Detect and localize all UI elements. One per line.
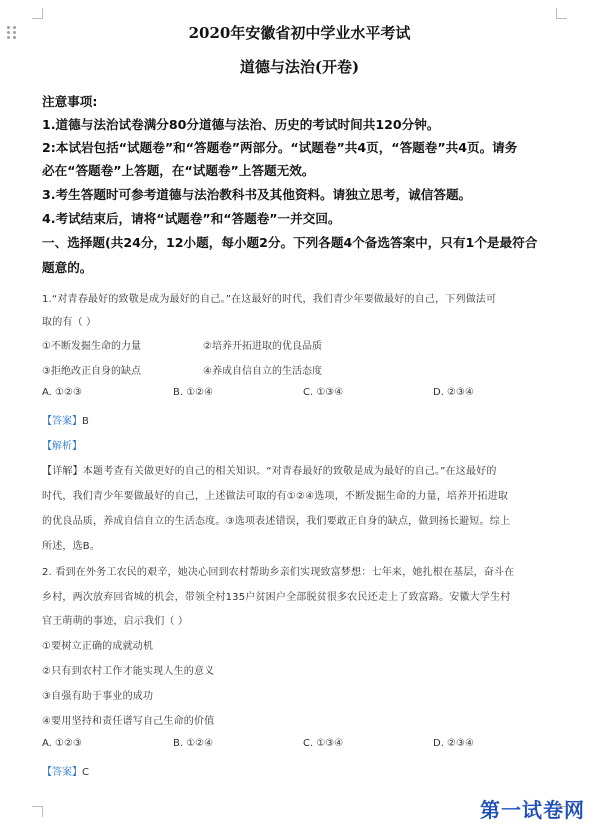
statement-option: ②培养开拓进取的优良品质	[203, 341, 322, 352]
crop-mark	[32, 806, 43, 817]
statement-option: ③拒绝改正自身的缺点	[42, 366, 141, 377]
choice-b: B. ①②④	[173, 738, 214, 749]
answer-value: C	[82, 767, 89, 778]
question-stem: 乡村，两次放弃回省城的机会，带领全村135户贫困户全部脱贫很多农民还走上了致富路。安徽大学生村	[42, 592, 511, 603]
page-subtitle: 道德与法治(开卷)	[239, 58, 360, 76]
crop-mark	[556, 8, 567, 19]
crop-mark	[32, 8, 43, 19]
notice-item: 2:本试岩包括“试题卷”和“答题卷”两部分。“试题卷”共4页，“答题卷”共4页。请务	[42, 140, 518, 155]
explanation-text: 的优良品质，养成自信自立的生活态度。③选项表述错误，我们要敢正自身的缺点，做到扬长避短。综上	[42, 516, 511, 527]
question-stem: 官王萌萌的事迹，启示我们（ ）	[42, 616, 189, 627]
choice-a: A. ①②③	[42, 387, 82, 398]
site-watermark-logo[interactable]: 第一试卷网	[480, 798, 585, 822]
statement-option: ③自强有助于事业的成功	[42, 691, 154, 702]
explanation-text: 【详解】本题考查有关做更好的自己的相关知识。“对青春最好的致敬是成为最好的自己。”在这最好的	[42, 466, 497, 477]
notice-item: 4.考试结束后，请将“试题卷”和“答题卷”一并交回。	[42, 211, 341, 226]
question-stem: 1.“对青春最好的致敬是成为最好的自己。”在这最好的时代，我们青少年要做最好的自己，下列做法可	[42, 294, 497, 305]
statement-option: ①要树立正确的成就动机	[42, 641, 154, 652]
analysis-label: 【解析】	[42, 441, 82, 452]
choice-c: C. ①③④	[303, 738, 344, 749]
notice-heading: 注意事项:	[42, 94, 98, 109]
choice-d: D. ②③④	[433, 387, 474, 398]
page-title: 2020年安徽省初中学业水平考试	[188, 24, 411, 42]
question-stem: 2. 看到在外务工农民的艰辛，她决心回到农村帮助乡亲们实现致富梦想：七年来，她扎根在基层，奋斗在	[42, 567, 515, 578]
choice-b: B. ①②④	[173, 387, 214, 398]
answer-label: 【答案】C	[42, 767, 89, 778]
notice-item: 1.道德与法治试卷满分80分道德与法治、历史的考试时间共120分钟。	[42, 117, 440, 132]
choice-a: A. ①②③	[42, 738, 82, 749]
statement-option: ④要用坚持和责任谱写自己生命的价值	[42, 716, 215, 727]
explanation-text: 所述，选B。	[42, 541, 101, 552]
choice-c: C. ①③④	[303, 387, 344, 398]
statement-option: ④养成自信自立的生活态度	[203, 366, 322, 377]
section-heading-cont: 题意的。	[42, 260, 93, 275]
section-heading: 一、选择题(共24分，12小题，每小题2分。下列各题4个备选答案中，只有1个是最符合	[42, 235, 538, 250]
answer-value: B	[82, 416, 89, 427]
choice-d: D. ②③④	[433, 738, 474, 749]
answer-label: 【答案】B	[42, 416, 89, 427]
notice-item: 3.考生答题时可参考道德与法治教科书及其他资料。请独立思考，诚信答题。	[42, 187, 472, 202]
notice-item: 必在“答题卷”上答题，在“试题卷”上答题无效。	[42, 163, 315, 178]
question-stem: 取的有（ ）	[42, 317, 97, 328]
statement-option: ①不断发掘生命的力量	[42, 341, 141, 352]
statement-option: ②只有到农村工作才能实现人生的意义	[42, 666, 215, 677]
explanation-text: 时代，我们青少年要做最好的自己，上述做法可取的有①②④选项，不断发掘生命的力量，培养开拓进取	[42, 491, 509, 502]
